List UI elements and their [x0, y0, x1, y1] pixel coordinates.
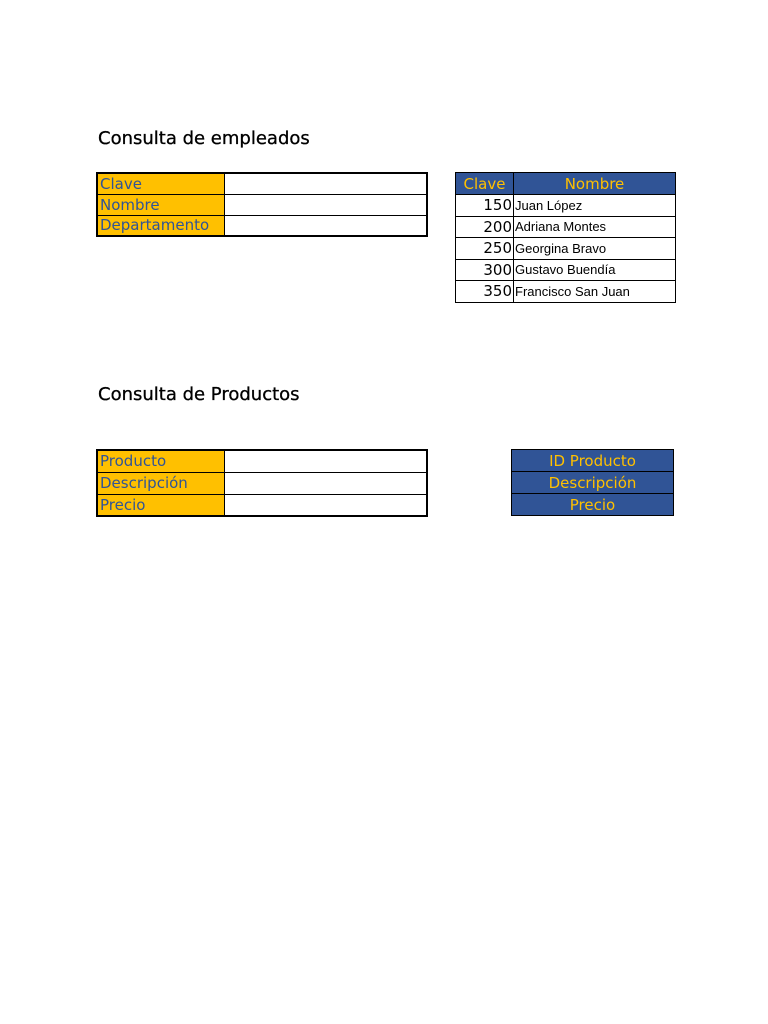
cell-nombre[interactable]: Adriana Montes	[514, 216, 676, 238]
header-precio[interactable]: Precio	[512, 494, 674, 516]
cell-nombre[interactable]: Georgina Bravo	[514, 238, 676, 260]
producto-input-cell[interactable]	[224, 450, 427, 472]
product-header-row	[512, 494, 674, 516]
product-header-row	[512, 450, 674, 472]
field-label-producto: Producto	[97, 450, 224, 472]
cell-nombre[interactable]: Francisco San Juan	[514, 281, 676, 303]
field-label-precio: Precio	[97, 494, 224, 516]
form-row-nombre	[97, 194, 427, 215]
employees-section-title: Consulta de empleados	[98, 128, 310, 149]
products-header-column	[511, 449, 674, 516]
employees-table	[455, 172, 676, 303]
header-clave[interactable]: Clave	[456, 173, 514, 195]
cell-clave[interactable]: 250	[456, 238, 514, 260]
product-query-form	[96, 449, 428, 517]
form-row-descripcion	[97, 472, 427, 494]
nombre-input-cell[interactable]	[224, 194, 427, 215]
departamento-input-cell[interactable]	[224, 215, 427, 236]
employee-query-form	[96, 172, 428, 237]
table-row[interactable]	[456, 216, 676, 238]
descripcion-input-cell[interactable]	[224, 472, 427, 494]
field-label-nombre: Nombre	[97, 194, 224, 215]
products-section-title: Consulta de Productos	[98, 384, 300, 405]
cell-nombre[interactable]: Gustavo Buendía	[514, 259, 676, 281]
product-header-row	[512, 472, 674, 494]
table-row[interactable]	[456, 281, 676, 303]
header-id-producto[interactable]: ID Producto	[512, 450, 674, 472]
field-label-departamento: Departamento	[97, 215, 224, 236]
form-row-departamento	[97, 215, 427, 236]
cell-clave[interactable]: 150	[456, 195, 514, 217]
table-row[interactable]	[456, 195, 676, 217]
field-label-clave: Clave	[97, 173, 224, 194]
clave-input-cell[interactable]	[224, 173, 427, 194]
cell-clave[interactable]: 300	[456, 259, 514, 281]
cell-nombre[interactable]: Juan López	[514, 195, 676, 217]
employees-table-header	[456, 173, 676, 195]
table-row[interactable]	[456, 238, 676, 260]
cell-clave[interactable]: 350	[456, 281, 514, 303]
form-row-precio	[97, 494, 427, 516]
header-descripcion[interactable]: Descripción	[512, 472, 674, 494]
header-nombre[interactable]: Nombre	[514, 173, 676, 195]
form-row-clave	[97, 173, 427, 194]
table-row[interactable]	[456, 259, 676, 281]
field-label-descripcion: Descripción	[97, 472, 224, 494]
precio-input-cell[interactable]	[224, 494, 427, 516]
form-row-producto	[97, 450, 427, 472]
cell-clave[interactable]: 200	[456, 216, 514, 238]
